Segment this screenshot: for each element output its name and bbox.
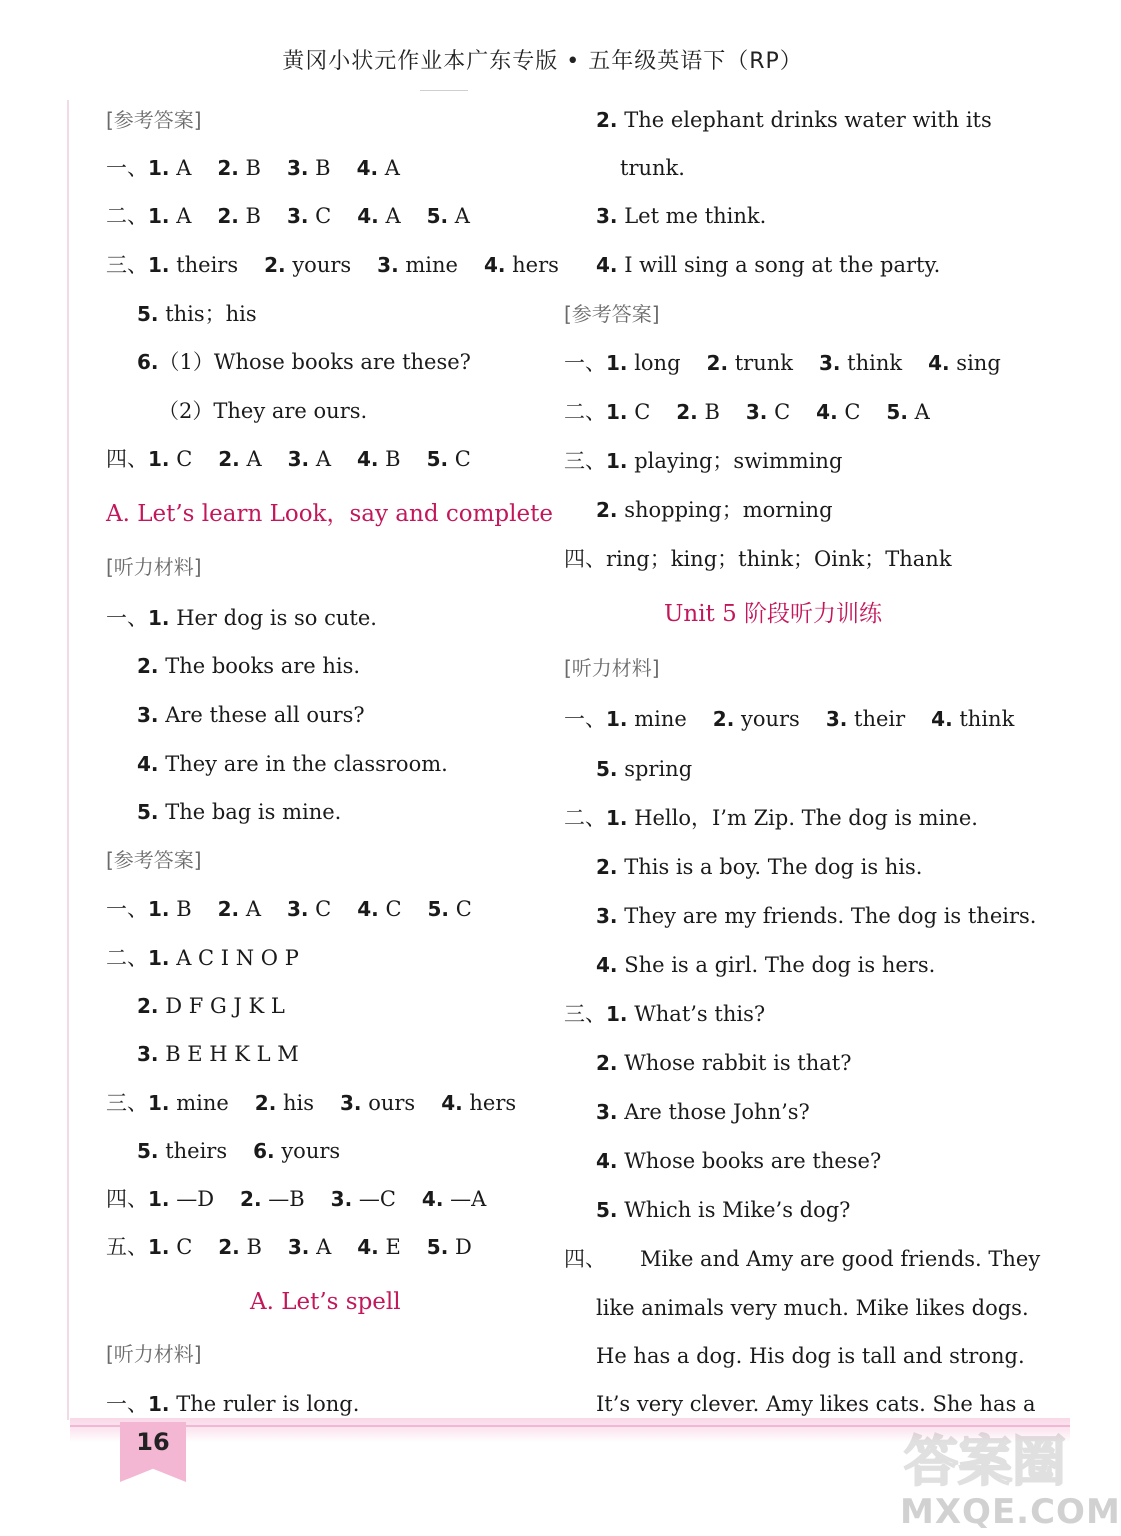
listening-row <box>106 604 377 632</box>
listening-label: [听力材料] <box>106 555 202 579</box>
item-number: 1. <box>148 1235 170 1259</box>
item-answer: C <box>627 400 651 424</box>
listening-row <box>596 1196 850 1224</box>
item-number: 5. <box>137 302 159 326</box>
listening-label: [听力材料] <box>106 1342 202 1366</box>
item-answer: A <box>378 204 401 228</box>
item-answer: A <box>309 447 331 471</box>
watermark-text: 答案圈 <box>904 1430 1066 1493</box>
item-answer: C <box>449 897 472 921</box>
item-answer: D <box>448 1235 472 1259</box>
item-text: Let me think. <box>617 204 767 228</box>
item-number: 6. <box>253 1139 275 1163</box>
part-prefix: 五、 <box>106 1235 148 1259</box>
item-number: 5. <box>426 204 449 228</box>
part-prefix: 一、 <box>106 897 148 921</box>
item-answer: hers <box>462 1091 517 1115</box>
answer-row <box>564 447 842 475</box>
item-number: 4. <box>928 351 950 375</box>
item-number: 3. <box>287 1235 310 1259</box>
item-number: 1. <box>606 449 628 473</box>
listening-row <box>106 1390 359 1418</box>
item-text: The ruler is long. <box>169 1392 360 1416</box>
listening-row <box>596 1049 851 1077</box>
answer-row <box>137 1040 299 1068</box>
item-text: （2）They are ours. <box>158 399 368 423</box>
listening-row <box>596 755 718 783</box>
item-answer: A <box>309 1235 332 1259</box>
item-answer: A <box>378 156 400 180</box>
item-answer: think <box>840 351 903 375</box>
part-prefix: 三、 <box>564 1002 606 1026</box>
item-answer: theirs <box>158 1139 228 1163</box>
item-answer: this；his <box>158 302 257 326</box>
item-answer: B <box>697 400 720 424</box>
item-answer: ours <box>361 1091 416 1115</box>
item-number: 4. <box>356 156 379 180</box>
part-prefix: 一、 <box>106 156 148 180</box>
item-number: 3. <box>286 156 309 180</box>
item-number: 2. <box>218 447 240 471</box>
listening-row <box>564 705 1040 733</box>
listening-row <box>137 701 365 729</box>
section-title: A. Let’s learn Look，say and complete <box>106 501 553 527</box>
item-number: 2. <box>240 1187 262 1211</box>
item-answer: long <box>627 351 681 375</box>
item-number: 4. <box>596 953 618 977</box>
item-answer: C <box>308 897 332 921</box>
item-answer: —B <box>261 1187 305 1211</box>
answer-row <box>137 348 471 376</box>
listening-row <box>596 106 992 134</box>
item-text: ring；king；think；Oink；Thank <box>606 547 952 571</box>
item-number: 2. <box>137 994 159 1018</box>
item-answer: mine <box>627 707 687 731</box>
item-number: 4. <box>596 253 618 277</box>
answer-row <box>106 202 496 230</box>
page-number: 16 <box>136 1428 170 1456</box>
answer-row <box>106 1233 498 1261</box>
item-number: 2. <box>596 108 618 132</box>
answer-row <box>106 1089 542 1117</box>
item-number: 2. <box>254 1091 277 1115</box>
item-number: 5. <box>886 400 908 424</box>
item-number: 5. <box>596 1198 618 1222</box>
item-text: What’s this? <box>627 1002 766 1026</box>
header-divider <box>420 90 468 91</box>
item-answer: think <box>952 707 1015 731</box>
item-number: 2. <box>596 1051 618 1075</box>
item-text: Hello，I’m Zip. The dog is mine. <box>627 806 978 830</box>
item-text: Whose books are these? <box>617 1149 882 1173</box>
item-number: 1. <box>148 897 170 921</box>
item-number: 2. <box>217 897 240 921</box>
item-number: 5. <box>137 1139 159 1163</box>
item-text: Are these all ours? <box>158 703 365 727</box>
item-answer: B <box>169 897 192 921</box>
part-prefix: 二、 <box>564 806 606 830</box>
item-number: 1. <box>606 806 628 830</box>
item-number: 4. <box>816 400 838 424</box>
listening-row <box>137 652 360 680</box>
item-answer: —D <box>169 1187 215 1211</box>
item-number: 3. <box>825 707 848 731</box>
item-text: shopping；morning <box>617 498 833 522</box>
answer-row <box>137 1137 366 1165</box>
answer-key-label: [参考答案] <box>564 302 660 326</box>
answer-row <box>106 445 497 473</box>
answer-row <box>564 545 952 573</box>
item-answer: B <box>378 447 401 471</box>
item-number: 2. <box>596 855 618 879</box>
item-text: He has a dog. His dog is tall and strong. <box>596 1344 1025 1368</box>
item-text: Her dog is so cute. <box>169 606 377 630</box>
item-text: playing；swimming <box>627 449 843 473</box>
answer-row <box>564 398 956 426</box>
item-number: 5. <box>596 757 618 781</box>
part-prefix: 一、 <box>564 351 606 375</box>
answer-row <box>137 992 285 1020</box>
item-text: It’s very clever. Amy likes cats. She has a <box>596 1392 1036 1416</box>
item-answer: C <box>767 400 791 424</box>
item-number: 4. <box>357 1235 379 1259</box>
item-answer: C <box>308 204 332 228</box>
listening-row <box>620 154 685 182</box>
item-number: 3. <box>596 904 618 928</box>
part-prefix: 四、 <box>564 547 606 571</box>
part-prefix: 二、 <box>106 946 148 970</box>
item-number: 4. <box>596 1149 618 1173</box>
answer-row <box>106 944 299 972</box>
part-prefix: 二、 <box>564 400 606 424</box>
item-number: 3. <box>377 253 399 277</box>
item-answer: trunk <box>728 351 793 375</box>
listening-label: [听力材料] <box>564 656 660 680</box>
item-number: 3. <box>287 447 310 471</box>
item-answer: C <box>169 447 193 471</box>
item-answer: E <box>378 1235 401 1259</box>
item-number: 6. <box>137 350 159 374</box>
item-number: 4. <box>356 447 379 471</box>
item-number: 1. <box>606 400 628 424</box>
listening-row <box>596 902 1036 930</box>
part-prefix: 四、 <box>106 447 148 471</box>
item-number: 4. <box>421 1187 444 1211</box>
item-number: 4. <box>137 752 159 776</box>
item-number: 2. <box>137 654 159 678</box>
part-prefix: 一、 <box>106 606 148 630</box>
item-answer: B <box>308 156 331 180</box>
answer-row <box>596 496 833 524</box>
part-prefix: 三、 <box>564 449 606 473</box>
item-number: 1. <box>148 1091 170 1115</box>
item-number: 3. <box>596 1100 618 1124</box>
listening-row <box>564 1000 765 1028</box>
item-answer: yours <box>734 707 800 731</box>
item-answer: A <box>239 447 262 471</box>
passage-line <box>596 1294 1029 1322</box>
item-number: 1. <box>148 204 170 228</box>
item-number: 3. <box>286 897 309 921</box>
item-number: 1. <box>606 351 628 375</box>
part-prefix: 三、 <box>106 253 148 277</box>
item-answer: C <box>378 897 402 921</box>
item-number: 1. <box>148 156 170 180</box>
item-answer: C <box>169 1235 193 1259</box>
answer-row <box>106 251 585 279</box>
item-answer: C <box>837 400 861 424</box>
item-answer: mine <box>169 1091 229 1115</box>
item-number: 5. <box>427 897 450 921</box>
answer-key-label: [参考答案] <box>106 108 202 132</box>
item-number: 5. <box>426 1235 449 1259</box>
item-number: 2. <box>596 498 618 522</box>
item-text: I will sing a song at the party. <box>617 253 941 277</box>
item-text: The books are his. <box>158 654 361 678</box>
item-answer: A <box>169 156 192 180</box>
item-number: 4. <box>931 707 953 731</box>
watermark-url: MXQE.COM <box>900 1492 1121 1532</box>
listening-row <box>596 251 940 279</box>
item-text: （1）Whose books are these? <box>158 350 471 374</box>
item-number: 3. <box>330 1187 353 1211</box>
item-number: 2. <box>676 400 698 424</box>
passage-line <box>596 1390 1036 1418</box>
item-answer: B <box>238 204 261 228</box>
item-number: 2. <box>264 253 286 277</box>
part-prefix: 一、 <box>106 1392 148 1416</box>
item-answer: sing <box>949 351 1001 375</box>
item-text: B E H K L M <box>158 1042 299 1066</box>
item-text: D F G J K L <box>158 994 285 1018</box>
item-answer: A <box>239 897 261 921</box>
item-text: trunk. <box>620 156 685 180</box>
listening-row <box>596 202 766 230</box>
item-number: 1. <box>148 1392 170 1416</box>
item-text: They are my friends. The dog is theirs. <box>617 904 1037 928</box>
item-answer: yours <box>285 253 352 277</box>
item-number: 3. <box>596 204 618 228</box>
item-answer: A <box>907 400 930 424</box>
item-text: Which is Mike’s dog? <box>617 1198 851 1222</box>
item-answer: yours <box>274 1139 341 1163</box>
item-number: 2. <box>217 156 239 180</box>
passage-line <box>596 1342 1025 1370</box>
item-number: 4. <box>357 204 379 228</box>
listening-row <box>596 1147 881 1175</box>
item-number: 2. <box>217 204 239 228</box>
item-number: 2. <box>706 351 729 375</box>
listening-row <box>596 951 935 979</box>
item-number: 4. <box>357 897 379 921</box>
answer-row <box>137 300 283 328</box>
item-number: 1. <box>148 447 170 471</box>
item-text: The bag is mine. <box>158 800 342 824</box>
part-prefix: 四、 <box>106 1187 148 1211</box>
answer-row <box>564 349 1027 377</box>
item-number: 3. <box>818 351 841 375</box>
item-answer: B <box>238 156 261 180</box>
part-prefix: 三、 <box>106 1091 148 1115</box>
item-answer: his <box>276 1091 314 1115</box>
item-text: They are in the classroom. <box>158 752 448 776</box>
listening-row <box>564 804 978 832</box>
item-number: 2. <box>712 707 735 731</box>
listening-row <box>596 1098 810 1126</box>
item-answer: B <box>239 1235 262 1259</box>
item-text: Whose rabbit is that? <box>617 1051 852 1075</box>
item-text: A C I N O P <box>169 946 299 970</box>
item-answer: theirs <box>169 253 239 277</box>
answer-row <box>106 1185 512 1213</box>
item-text: She is a girl. The dog is hers. <box>617 953 936 977</box>
item-answer: —A <box>443 1187 487 1211</box>
item-answer: A <box>169 204 192 228</box>
passage-line <box>564 1245 1040 1273</box>
item-text: Mike and Amy are good friends. They <box>640 1247 1041 1271</box>
left-margin-guide <box>67 100 69 1420</box>
listening-row <box>596 853 922 881</box>
item-number: 4. <box>441 1091 463 1115</box>
listening-row <box>137 750 448 778</box>
item-number: 5. <box>137 800 159 824</box>
item-number: 3. <box>340 1091 362 1115</box>
item-number: 1. <box>148 253 170 277</box>
item-answer: hers <box>505 253 559 277</box>
item-number: 1. <box>606 707 628 731</box>
item-number: 1. <box>148 946 170 970</box>
item-answer: mine <box>398 253 458 277</box>
item-number: 1. <box>148 1187 170 1211</box>
listening-row <box>137 798 341 826</box>
item-answer: their <box>847 707 906 731</box>
book-header-title: 黄冈小状元作业本广东专版 • 五年级英语下（RP） <box>282 49 803 74</box>
item-text: like animals very much. Mike likes dogs. <box>596 1296 1029 1320</box>
section-title: A. Let’s spell <box>250 1289 401 1315</box>
item-number: 3. <box>286 204 309 228</box>
item-number: 3. <box>137 1042 159 1066</box>
item-text: The elephant drinks water with its <box>617 108 992 132</box>
item-number: 1. <box>148 606 170 630</box>
item-text: This is a boy. The dog is his. <box>617 855 923 879</box>
item-number: 5. <box>426 447 449 471</box>
item-answer: C <box>448 447 471 471</box>
unit-title: Unit 5 阶段听力训练 <box>664 601 883 627</box>
item-number: 1. <box>606 1002 628 1026</box>
item-answer: A <box>448 204 470 228</box>
item-answer: —C <box>352 1187 396 1211</box>
item-number: 3. <box>745 400 768 424</box>
part-prefix: 一、 <box>564 707 606 731</box>
item-number: 3. <box>137 703 159 727</box>
answer-row <box>106 895 498 923</box>
item-answer: spring <box>617 757 693 781</box>
item-text: Are those John’s? <box>617 1100 810 1124</box>
part-prefix: 二、 <box>106 204 148 228</box>
item-number: 4. <box>483 253 506 277</box>
part-prefix: 四、 <box>564 1247 606 1271</box>
answer-key-label: [参考答案] <box>106 848 202 872</box>
item-number: 2. <box>218 1235 240 1259</box>
answer-row <box>106 154 426 182</box>
answer-row <box>158 397 367 425</box>
